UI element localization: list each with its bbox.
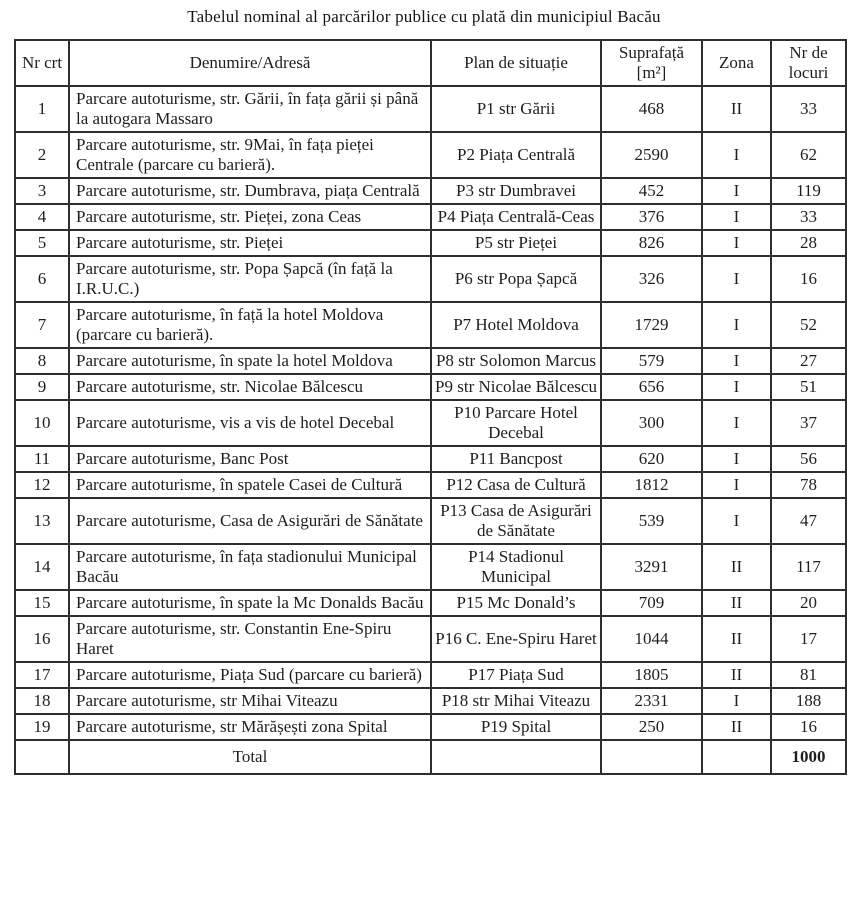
row-number-cell: 2: [15, 132, 69, 178]
row-denumire-cell: Parcare autoturisme, str. 9Mai, în fața pieței Centrale (parcare cu barieră).: [69, 132, 431, 178]
row-locuri-cell: 47: [771, 498, 846, 544]
table-row: [15, 544, 846, 590]
header-denumire-adresa: Denumire/Adresă: [69, 40, 431, 86]
row-denumire-cell: Parcare autoturisme, în spate la Mc Donalds Bacău: [69, 590, 431, 616]
row-denumire-cell: Parcare autoturisme, Casa de Asigurări de Sănătate: [69, 498, 431, 544]
row-number-cell: 18: [15, 688, 69, 714]
row-number-cell: 5: [15, 230, 69, 256]
row-zona-cell: I: [702, 374, 771, 400]
row-locuri-cell: 117: [771, 544, 846, 590]
row-plan-cell: P10 Parcare Hotel Decebal: [431, 400, 601, 446]
row-suprafata-cell: 250: [601, 714, 702, 740]
row-number-cell: 17: [15, 662, 69, 688]
row-number-cell: 9: [15, 374, 69, 400]
row-zona-cell: I: [702, 400, 771, 446]
row-plan-cell: P3 str Dumbravei: [431, 178, 601, 204]
row-plan-cell: P8 str Solomon Marcus: [431, 348, 601, 374]
row-zona-cell: I: [702, 688, 771, 714]
table-row: [15, 178, 846, 204]
row-suprafata-cell: 1805: [601, 662, 702, 688]
row-denumire-cell: Parcare autoturisme, vis a vis de hotel Decebal: [69, 400, 431, 446]
row-plan-cell: P16 C. Ene-Spiru Haret: [431, 616, 601, 662]
row-locuri-cell: 16: [771, 256, 846, 302]
total-label: Total: [69, 740, 431, 774]
table-body: [15, 86, 846, 774]
row-number-cell: 11: [15, 446, 69, 472]
total-row: [15, 740, 846, 774]
header-suprafata: Suprafață [m²]: [601, 40, 702, 86]
table-row: [15, 374, 846, 400]
table-row: [15, 714, 846, 740]
row-denumire-cell: Parcare autoturisme, Banc Post: [69, 446, 431, 472]
row-suprafata-cell: 2331: [601, 688, 702, 714]
row-plan-cell: P17 Piața Sud: [431, 662, 601, 688]
row-plan-cell: P19 Spital: [431, 714, 601, 740]
row-number-cell: 13: [15, 498, 69, 544]
row-suprafata-cell: 1812: [601, 472, 702, 498]
row-locuri-cell: 33: [771, 86, 846, 132]
row-locuri-cell: 16: [771, 714, 846, 740]
header-nr-crt: Nr crt: [15, 40, 69, 86]
row-zona-cell: II: [702, 544, 771, 590]
row-suprafata-cell: 826: [601, 230, 702, 256]
row-plan-cell: P13 Casa de Asigurări de Sănătate: [431, 498, 601, 544]
row-zona-cell: II: [702, 590, 771, 616]
row-zona-cell: II: [702, 86, 771, 132]
row-number-cell: 14: [15, 544, 69, 590]
total-empty-zona: [702, 740, 771, 774]
row-number-cell: 8: [15, 348, 69, 374]
table-header: [15, 40, 846, 86]
row-plan-cell: P15 Mc Donald’s: [431, 590, 601, 616]
row-suprafata-cell: 468: [601, 86, 702, 132]
row-locuri-cell: 56: [771, 446, 846, 472]
row-number-cell: 4: [15, 204, 69, 230]
total-empty-plan: [431, 740, 601, 774]
row-number-cell: 7: [15, 302, 69, 348]
row-suprafata-cell: 539: [601, 498, 702, 544]
row-locuri-cell: 51: [771, 374, 846, 400]
row-zona-cell: I: [702, 178, 771, 204]
row-denumire-cell: Parcare autoturisme, str. Pieței: [69, 230, 431, 256]
table-row: [15, 616, 846, 662]
row-suprafata-cell: 579: [601, 348, 702, 374]
row-plan-cell: P6 str Popa Șapcă: [431, 256, 601, 302]
row-plan-cell: P14 Stadionul Municipal: [431, 544, 601, 590]
row-number-cell: 3: [15, 178, 69, 204]
row-denumire-cell: Parcare autoturisme, în față la hotel Moldova (parcare cu barieră).: [69, 302, 431, 348]
table-row: [15, 662, 846, 688]
row-plan-cell: P7 Hotel Moldova: [431, 302, 601, 348]
table-row: [15, 86, 846, 132]
row-denumire-cell: Parcare autoturisme, str Mărășești zona Spital: [69, 714, 431, 740]
row-locuri-cell: 119: [771, 178, 846, 204]
row-denumire-cell: Parcare autoturisme, str. Pieței, zona Ceas: [69, 204, 431, 230]
row-plan-cell: P1 str Gării: [431, 86, 601, 132]
table-row: [15, 688, 846, 714]
row-denumire-cell: Parcare autoturisme, str. Constantin Ene-Spiru Haret: [69, 616, 431, 662]
row-number-cell: 6: [15, 256, 69, 302]
row-suprafata-cell: 620: [601, 446, 702, 472]
row-zona-cell: I: [702, 230, 771, 256]
table-row: [15, 230, 846, 256]
table-row: [15, 132, 846, 178]
row-number-cell: 12: [15, 472, 69, 498]
row-suprafata-cell: 376: [601, 204, 702, 230]
row-locuri-cell: 27: [771, 348, 846, 374]
table-row: [15, 256, 846, 302]
header-nr-de-locuri: Nr de locuri: [771, 40, 846, 86]
row-plan-cell: P18 str Mihai Viteazu: [431, 688, 601, 714]
row-denumire-cell: Parcare autoturisme, în spatele Casei de Cultură: [69, 472, 431, 498]
row-denumire-cell: Parcare autoturisme, în spate la hotel Moldova: [69, 348, 431, 374]
row-locuri-cell: 37: [771, 400, 846, 446]
row-suprafata-cell: 1729: [601, 302, 702, 348]
total-locuri-value: 1000: [771, 740, 846, 774]
row-denumire-cell: Parcare autoturisme, în fața stadionului Municipal Bacău: [69, 544, 431, 590]
row-denumire-cell: Parcare autoturisme, str. Dumbrava, piața Centrală: [69, 178, 431, 204]
row-locuri-cell: 52: [771, 302, 846, 348]
total-empty-nr: [15, 740, 69, 774]
row-locuri-cell: 62: [771, 132, 846, 178]
row-suprafata-cell: 2590: [601, 132, 702, 178]
row-locuri-cell: 81: [771, 662, 846, 688]
row-number-cell: 19: [15, 714, 69, 740]
row-zona-cell: I: [702, 132, 771, 178]
row-suprafata-cell: 709: [601, 590, 702, 616]
table-row: [15, 302, 846, 348]
row-suprafata-cell: 452: [601, 178, 702, 204]
row-zona-cell: I: [702, 256, 771, 302]
table-row: [15, 446, 846, 472]
row-plan-cell: P5 str Pieței: [431, 230, 601, 256]
row-zona-cell: I: [702, 348, 771, 374]
row-zona-cell: II: [702, 662, 771, 688]
row-zona-cell: I: [702, 472, 771, 498]
table-row: [15, 400, 846, 446]
row-locuri-cell: 20: [771, 590, 846, 616]
row-plan-cell: P4 Piața Centrală-Ceas: [431, 204, 601, 230]
row-plan-cell: P9 str Nicolae Bălcescu: [431, 374, 601, 400]
row-zona-cell: I: [702, 204, 771, 230]
row-zona-cell: I: [702, 446, 771, 472]
row-suprafata-cell: 300: [601, 400, 702, 446]
table-row: [15, 348, 846, 374]
header-plan-de-situatie: Plan de situație: [431, 40, 601, 86]
row-denumire-cell: Parcare autoturisme, str. Gării, în fața gării și până la autogara Massaro: [69, 86, 431, 132]
row-zona-cell: II: [702, 616, 771, 662]
table-row: [15, 472, 846, 498]
total-empty-suprafata: [601, 740, 702, 774]
row-locuri-cell: 28: [771, 230, 846, 256]
table-row: [15, 498, 846, 544]
row-suprafata-cell: 3291: [601, 544, 702, 590]
row-locuri-cell: 17: [771, 616, 846, 662]
table-row: [15, 204, 846, 230]
row-zona-cell: I: [702, 302, 771, 348]
row-number-cell: 15: [15, 590, 69, 616]
parking-table: [14, 39, 847, 775]
row-locuri-cell: 33: [771, 204, 846, 230]
row-suprafata-cell: 326: [601, 256, 702, 302]
row-zona-cell: I: [702, 498, 771, 544]
row-denumire-cell: Parcare autoturisme, str Mihai Viteazu: [69, 688, 431, 714]
row-plan-cell: P2 Piața Centrală: [431, 132, 601, 178]
row-denumire-cell: Parcare autoturisme, str. Popa Șapcă (în față la I.R.U.C.): [69, 256, 431, 302]
row-number-cell: 16: [15, 616, 69, 662]
row-number-cell: 10: [15, 400, 69, 446]
row-denumire-cell: Parcare autoturisme, Piața Sud (parcare cu barieră): [69, 662, 431, 688]
row-locuri-cell: 78: [771, 472, 846, 498]
row-suprafata-cell: 1044: [601, 616, 702, 662]
header-zona: Zona: [702, 40, 771, 86]
row-number-cell: 1: [15, 86, 69, 132]
row-locuri-cell: 188: [771, 688, 846, 714]
row-plan-cell: P12 Casa de Cultură: [431, 472, 601, 498]
row-zona-cell: II: [702, 714, 771, 740]
table-row: [15, 590, 846, 616]
row-suprafata-cell: 656: [601, 374, 702, 400]
header-row: [15, 40, 846, 86]
row-denumire-cell: Parcare autoturisme, str. Nicolae Bălcescu: [69, 374, 431, 400]
row-plan-cell: P11 Bancpost: [431, 446, 601, 472]
page-title: Tabelul nominal al parcărilor publice cu plată din municipiul Bacău: [187, 7, 661, 26]
